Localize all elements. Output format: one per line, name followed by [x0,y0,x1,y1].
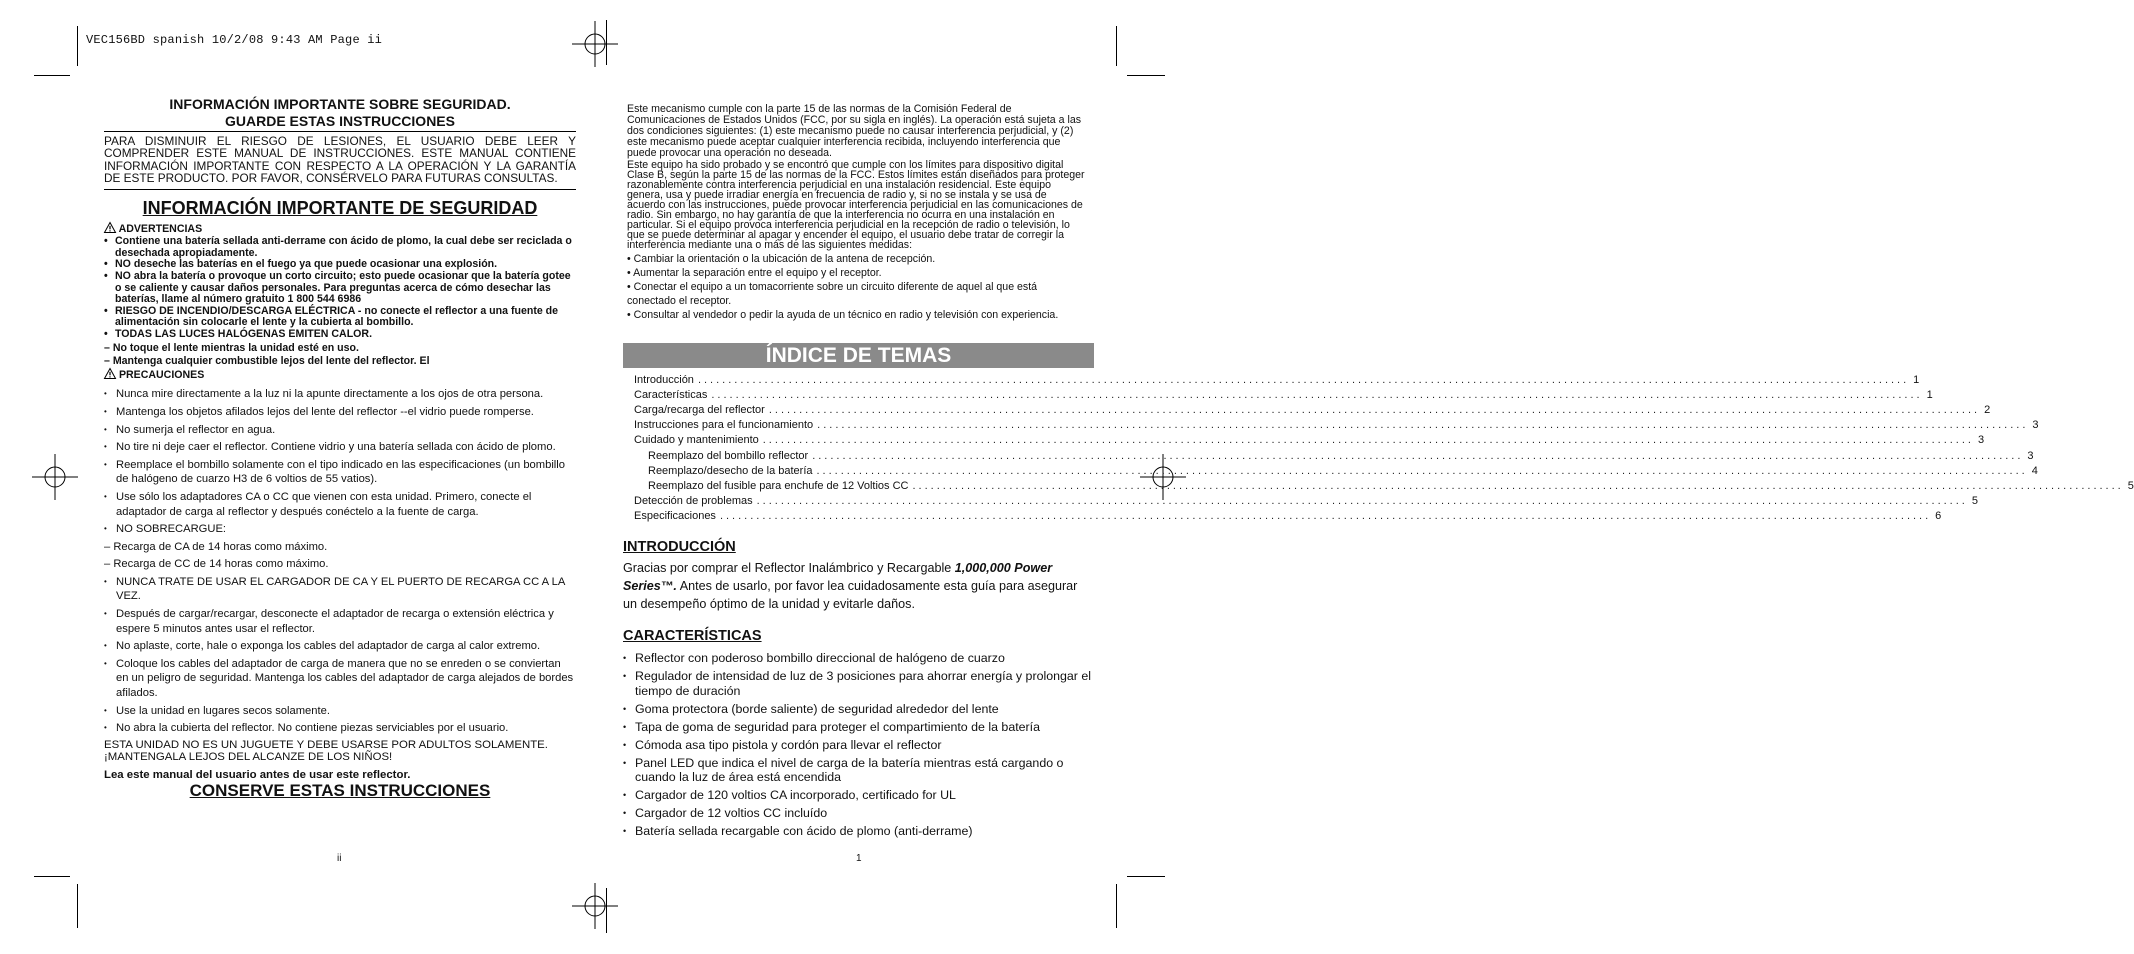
crop-mark [1127,75,1165,76]
fcc-paragraph-2: Este equipo ha sido probado y se encontró que cumple con los límites para dispositivo digital Clase B, según la parte 15 de las normas de la FCC. Estos límites están diseñados para proteger razonablemente contra interferencia perjudicial en una instalación residencial. Este equipo genera, usa y puede irradiar energía en frecuencia de radio y, si no se instala y se usa de acuerdo con las instrucciones, puede provocar interferencia perjudicial en las comunicaciones de radio. Sin embargo, no hay garantía de que la interferencia no ocurra en una instalación en particular. Si el equipo provoca interferencia perjudicial en la recepción de radio o televisión, lo que se puede determinar al apagar y encender el equipo, el usuario debe tratar de corregir la interferencia mediante una o más de las siguientes medidas: [627,159,1085,251]
feature-item: • Cargador de 120 voltios CA incorporado, certificado for UL [623,788,956,803]
toc-entry-page: 1 [1926,388,1933,401]
fcc-measure-item: • Aumentar la separación entre el equipo y el receptor. [627,267,882,279]
warnings-block [104,222,576,383]
feature-item: • Panel LED que indica el nivel de carga de la batería mientras está cargando o cuando la luz de área está encendida [623,755,1064,785]
toc-entry-label: Reemplazo del fusible para enchufe de 12 Voltios CC [648,479,909,492]
caution-item: • No tire ni deje caer el reflector. Contiene vidrio y una batería sellada con ácido de plomo. [104,441,556,454]
left-page [104,96,576,800]
fcc-measure-item: • Consultar al vendedor o pedir la ayuda de un técnico en radio y televisión con experiencia. [627,309,1059,321]
toc-leader-dots: ........................................................................................................................................................................................................ [812,449,2024,462]
intro-paragraph: PARA DISMINUIR EL RIESGO DE LESIONES, EL USUARIO DEBE LEER Y COMPRENDER ESTE MANUAL DE INSTRUCCIONES. ESTE MANUAL CONTIENE INFORMACIÓN IMPORTANTE CON RESPECTO A LA OPERACIÓN Y LA GARANTÍA DE ESTE PRODUCTO. POR FAVOR, CONSÉRVELO PARA FUTURAS CONSULTAS. [104,134,576,186]
toc-leader-dots: ........................................................................................................................................................................................................ [912,479,2124,492]
read-manual-notice: Lea este manual del usuario antes de usar este reflector. [104,768,411,781]
toc-entry-page: 4 [2031,464,2038,477]
toc-entry [634,418,2039,433]
warning-item: • RIESGO DE INCENDIO/DESCARGA ELÉCTRICA - no conecte el reflector a una fuente de alimentación sin colocarle el lente y la cubierta al bombillo. [104,304,559,329]
registration-mark-bottom [572,883,618,929]
toc-entry [634,433,1985,448]
product-name: 1,000,000 Power Series™. [623,561,1053,593]
introduction-section [623,539,1093,613]
safety-heading-line1: INFORMACIÓN IMPORTANTE SOBRE SEGURIDAD. [169,96,511,112]
toc-entry-label: Reemplazo/desecho de la batería [648,464,813,477]
recharge-ac-limit: – Recarga de CA de 14 horas como máximo. [104,540,328,553]
recharge-dc-limit: – Recarga de CC de 14 horas como máximo. [104,558,329,571]
left-page-number: ii [337,853,342,864]
cautions-label: PRECAUCIONES [118,368,205,381]
crop-mark [77,26,78,66]
toc-leader-dots: ........................................................................................................................................................................................................ [816,464,2028,477]
caution-item: • Use la unidad en lugares secos solamente. [104,704,330,717]
toc-leader-dots: ........................................................................................................................................................................................................ [711,388,1923,401]
toc-entry-page: 3 [2027,449,2034,462]
features-list [623,651,1093,839]
warnings-label-row [104,222,576,237]
toc-entry-label: Especificaciones [634,510,716,523]
feature-item: • Regulador de intensidad de luz de 3 posiciones para ahorrar energía y prolongar el tiempo de duración [623,668,1091,698]
warning-dash-item: – No toque el lente mientras la unidad esté en uso. [104,341,359,354]
toc-entry [634,494,1978,509]
feature-item: • Tapa de goma de seguridad para proteger el compartimiento de la batería [623,719,1041,734]
feature-item: • Goma protectora (borde saliente) de seguridad alrededor del lente [623,701,999,716]
fcc-statement [627,104,1087,322]
toc-entry-page: 3 [1977,434,1985,447]
caution-item: • Reemplace el bombillo solamente con el tipo indicado en las especificaciones (un bombillo de halógeno de cuarzo H3 de 6 voltios de 55 vatios). [104,458,565,486]
warning-triangle-icon [104,222,116,237]
toc-leader-dots: ........................................................................................................................................................................................................ [719,510,1932,523]
caution-item: • NO SOBRECARGUE: [104,523,227,536]
toc-entry-label: Carga/recarga del reflector [634,403,765,416]
toc-entry-page: 5 [1971,495,1978,508]
caution-item: • Mantenga los objetos afilados lejos del lente del reflector --el vidrio puede romperse. [104,405,534,418]
divider [104,189,576,190]
toc-entry-page: 2 [1984,403,1991,416]
toc-entry [634,463,2038,478]
table-of-contents [634,372,2134,524]
crop-mark [34,876,70,877]
safety-heading-line2: GUARDE ESTAS INSTRUCCIONES [225,113,455,129]
not-a-toy-notice: ESTA UNIDAD NO ES UN JUGUETE Y DEBE USARSE POR ADULTOS SOLAMENTE. ¡MANTENGALA LEJOS DEL ALCANZE DE LOS NIÑOS! [104,738,548,763]
fcc-measure-item: • Cambiar la orientación o la ubicación de la antena de recepción. [627,253,936,265]
toc-entry-label: Reemplazo del bombillo reflector [648,449,809,462]
toc-leader-dots: ........................................................................................................................................................................................................ [697,373,1910,386]
caution-triangle-icon [104,368,116,383]
caution-item: • NUNCA TRATE DE USAR EL CARGADOR DE CA Y EL PUERTO DE RECARGA CC A LA VEZ. [104,575,565,603]
toc-entry-label: Introducción [634,373,694,386]
toc-entry-page: 6 [1935,510,1942,523]
registration-mark-left [32,454,78,500]
feature-item: • Cargador de 12 voltios CC incluído [623,806,828,821]
features-heading: CARACTERÍSTICAS [623,628,762,644]
toc-entry [634,402,1991,417]
caution-item: • Coloque los cables del adaptador de carga de manera que no se enreden o se conviertan en un peligro de seguridad. Mantenga los cables del adaptador de carga alejados de bordes afilados. [104,657,574,700]
toc-entry-label: Características [634,388,708,401]
warning-item: • Contiene una batería sellada anti-derrame con ácido de plomo, la cual debe ser reciclada o desechada apropiadamente. [104,235,572,259]
crop-mark [1116,884,1117,928]
fcc-paragraph-1: Este mecanismo cumple con la parte 15 de las normas de la Comisión Federal de Comunicaciones de Estados Unidos (FCC, por su sigla en inglés). La operación está sujeta a las dos condiciones siguientes: (1) este mecanismo puede no causar interferencia perjudicial, y (2) este mecanismo puede aceptar cualquier interferencia recibida, incluyendo interferencia que puede provocar una operación no deseada. [627,103,1082,159]
toc-entry [634,478,2134,493]
crop-mark [1116,26,1117,66]
feature-item: • Cómoda asa tipo pistola y cordón para llevar el reflector [623,737,942,752]
printer-slug: VEC156BD spanish 10/2/08 9:43 AM Page ii [86,33,383,47]
toc-entry-label: Instrucciones para el funcionamiento [634,419,814,432]
toc-entry [634,387,1933,402]
toc-entry-label: Detección de problemas [634,495,753,508]
feature-item: • Reflector con poderoso bombillo direccional de halógeno de cuarzo [623,651,1005,665]
crop-mark [77,884,78,928]
toc-entry [634,372,1920,387]
toc-leader-dots: ........................................................................................................................................................................................................ [817,419,2029,432]
safety-title: INFORMACIÓN IMPORTANTE DE SEGURIDAD [142,197,538,218]
toc-entry-label: Cuidado y mantenimiento [634,434,759,447]
introduction-text: Gracias por comprar el Reflector Inalámbrico y Recargable 1,000,000 Power Series™. Antes de usarlo, por favor lea cuidadosamente esta guía para asegurar un desempeño óptimo de la unidad y evitarle daños. [623,561,1078,611]
toc-leader-dots: ........................................................................................................................................................................................................ [768,403,1981,416]
features-section [623,628,1093,842]
caution-item: • No aplaste, corte, hale o exponga los cables del adaptador de carga al calor extremo. [104,640,541,653]
warnings-label: ADVERTENCIAS [118,222,203,235]
toc-leader-dots: ........................................................................................................................................................................................................ [762,434,1974,447]
crop-mark [1127,876,1165,877]
cautions-list [104,387,576,735]
index-title-banner: ÍNDICE DE TEMAS [623,343,1094,368]
cautions-label-row [104,368,576,383]
toc-entry-page: 1 [1913,373,1920,386]
conserve-instructions: CONSERVE ESTAS INSTRUCCIONES [189,780,491,800]
warning-item: • NO deseche las baterías en el fuego ya que puede ocasionar una explosión. [104,258,498,271]
registration-mark-top [572,21,618,67]
divider [104,131,576,132]
caution-item: • No abra la cubierta del reflector. No contiene piezas serviciables por el usuario. [104,722,509,735]
introduction-heading: INTRODUCCIÓN [623,539,736,555]
crop-mark [34,75,70,76]
toc-entry [634,509,1942,524]
toc-entry-page: 5 [2127,479,2134,492]
caution-item: • Después de cargar/recargar, desconecte el adaptador de recarga o extensión eléctrica y espere 5 minutos antes usar el reflector. [104,608,554,635]
fcc-measure-item: • Conectar el equipo a un tomacorriente sobre un circuito diferente de aquel al que está conectado el receptor. [627,281,1038,307]
caution-item: • Use sólo los adaptadores CA o CC que vienen con esta unidad. Primero, conecte el adaptador de carga al reflector y después conéctelo a la fuente de carga. [104,490,532,518]
toc-leader-dots: ........................................................................................................................................................................................................ [756,495,1968,508]
fcc-measures-list [627,252,1087,322]
warning-item: • TODAS LAS LUCES HALÓGENAS EMITEN CALOR. [104,327,373,340]
warning-item: • NO abra la batería o provoque un corto circuito; esto puede ocasionar que la batería gotee o se caliente y causar daños personales. Para preguntas acerca de cómo desechar las baterías, llame al número gratuito 1 800 544 6986 [104,270,571,306]
caution-item: • No sumerja el reflector en agua. [104,423,276,436]
caution-item: • Nunca mire directamente a la luz ni la apunte directamente a los ojos de otra persona. [104,388,544,401]
warning-dash-item: – Mantenga cualquier combustible lejos del lente del reflector. El [104,355,430,368]
feature-item: • Batería sellada recargable con ácido de plomo (anti-derrame) [623,824,973,839]
toc-entry-page: 3 [2032,419,2039,432]
toc-entry [634,448,2034,463]
right-page-number: 1 [856,853,862,864]
